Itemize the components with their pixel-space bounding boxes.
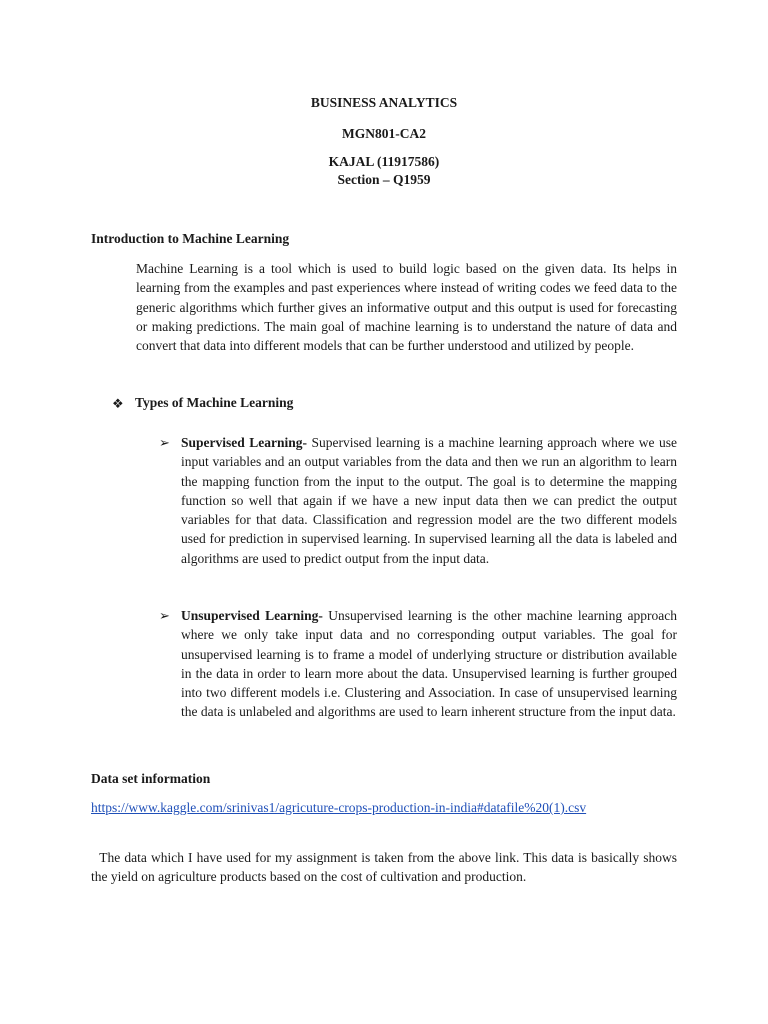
arrowhead-bullet-icon: ➢	[159, 435, 170, 450]
intro-paragraph: Machine Learning is a tool which is used to build logic based on the given data. Its helps in learning from the examples and past experiences where instead of writing codes we feed data to the generic algorithms which further gives an informative output and this output is used for forecasting or making predictions. The main goal of machine learning is to understand the nature of data and convert that data into different models that can be further understood and utilized by people.	[136, 261, 677, 354]
student-name: KAJAL (11917586)	[328, 154, 440, 169]
unsupervised-term: Unsupervised Learning-	[181, 608, 323, 623]
types-heading: Types of Machine Learning	[135, 395, 294, 410]
course-code: MGN801-CA2	[342, 126, 426, 141]
section-label: Section – Q1959	[337, 172, 431, 187]
dataset-link[interactable]: https://www.kaggle.com/srinivas1/agricuture-crops-production-in-india#datafile%20(1).csv	[91, 800, 587, 815]
arrowhead-bullet-icon: ➢	[159, 608, 170, 623]
supervised-paragraph	[181, 433, 677, 568]
unsupervised-text: Unsupervised learning is the other machine learning approach where we only take input data and no corresponding output variables. The goal for unsupervised learning is to frame a model of underlying structure or distribution available in the data in order to learn more about the data. Unsupervised learning is further grouped into two different models i.e. Clustering and Association. In case of unsupervised learning the data is unlabeled and algorithms are used to learn inherent structure from the input data.	[181, 608, 677, 720]
unsupervised-paragraph	[181, 606, 677, 722]
dataset-heading: Data set information	[91, 771, 211, 786]
intro-heading: Introduction to Machine Learning	[91, 231, 290, 246]
supervised-text: Supervised learning is a machine learning approach where we use input variables and an output variables from the data and then we run an algorithm to learn the mapping function from the input to the output. The goal is to determine the mapping function so well that again if we have a new input data then we can predict the output variables for that data. Classification and regression model are the two different models used for prediction in supervised learning. In supervised learning all the data is labeled and algorithms are used to predict output from the input data.	[181, 435, 677, 566]
diamond-bullet-icon: ❖	[112, 396, 124, 411]
dataset-paragraph: The data which I have used for my assignment is taken from the above link. This data is basically shows the yield on agriculture products based on the cost of cultivation and production.	[91, 850, 677, 885]
supervised-term: Supervised Learning-	[181, 435, 307, 450]
course-title: BUSINESS ANALYTICS	[310, 95, 458, 110]
